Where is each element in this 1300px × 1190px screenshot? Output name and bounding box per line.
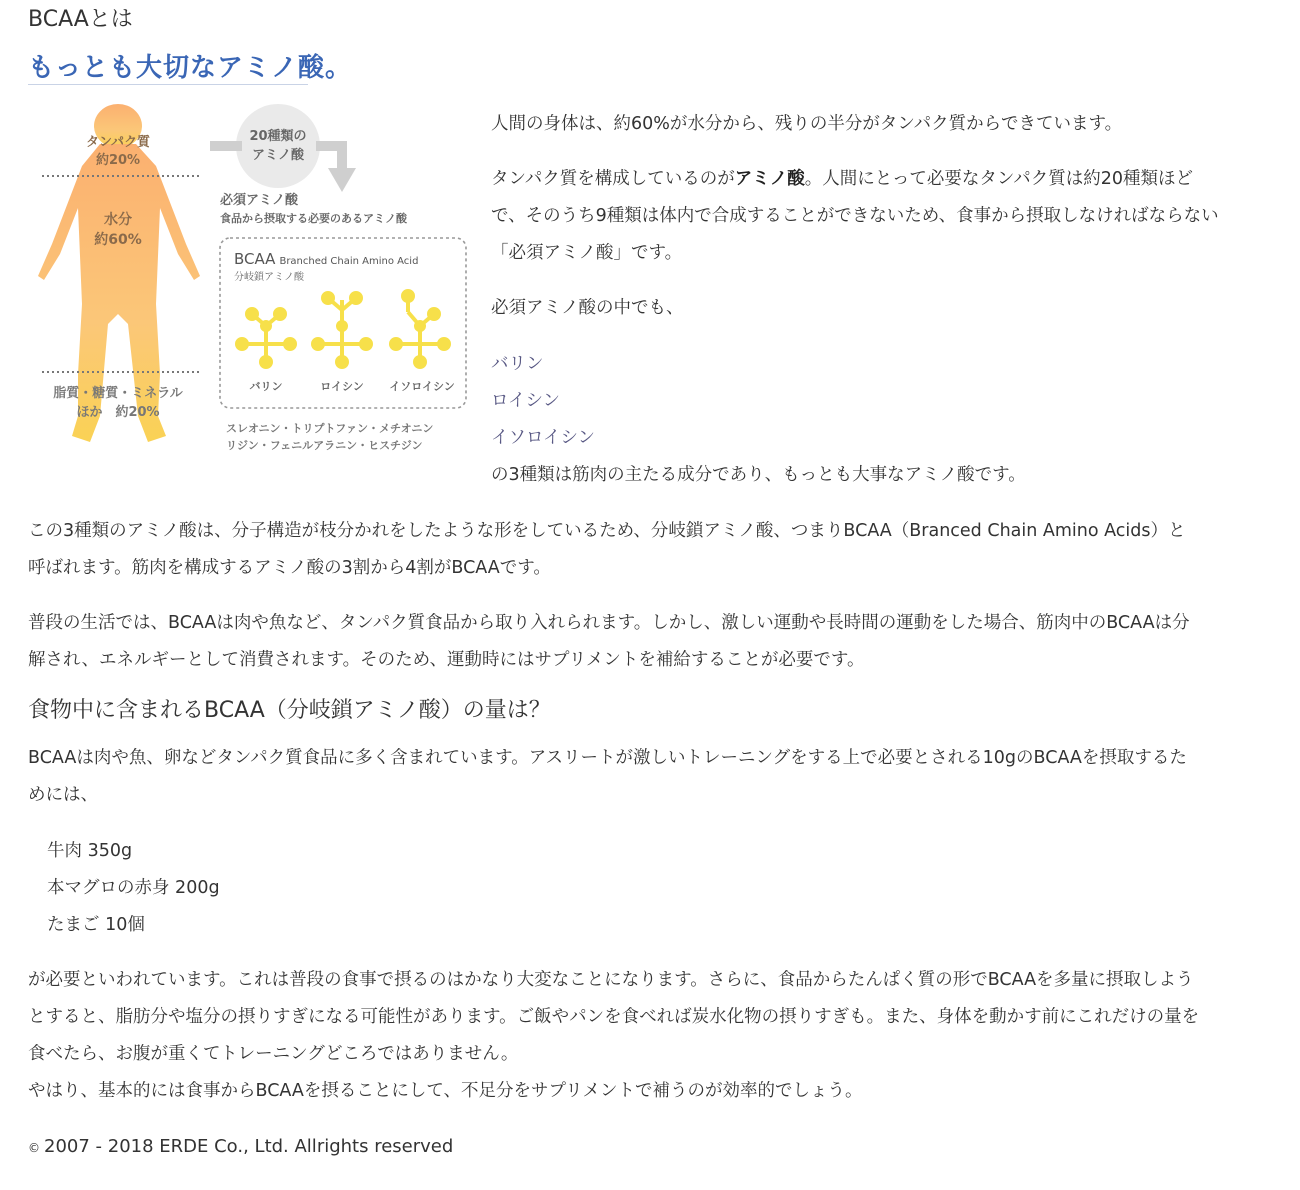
paragraph-7-line-1: BCAAは肉や魚、卵などタンパク質食品に多く含まれています。アスリートが激しいトレーニングをする上で必要とされる10gのBCAAを摂取するた <box>28 748 1187 768</box>
intro-paragraph-4: の3種類は筋肉の主たる成分であり、もっとも大事なアミノ酸です。 <box>491 465 1026 485</box>
intro-paragraph-1: 人間の身体は、約60%が水分から、残りの半分がタンパク質からできています。 <box>491 114 1123 134</box>
label-essential-title: 必須アミノ酸 <box>220 193 299 208</box>
paragraph-6-line-2: 解され、エネルギーとして消費されます。そのため、運動時にはサプリメントを補給することが必要です。 <box>28 650 865 670</box>
arrow-down-shaft <box>316 146 342 168</box>
label-other-2: ほか 約20% <box>76 405 160 420</box>
label-other-1: 脂質・糖質・ミネラル <box>53 386 183 401</box>
label-bcaa-jp: 分岐鎖アミノ酸 <box>234 272 304 283</box>
food-item-beef: 牛肉 350g <box>47 841 133 861</box>
amino-kinds-circle <box>236 104 320 188</box>
label-kinds-1: 20種類の <box>249 129 307 144</box>
label-water-pct: 約60% <box>94 232 142 248</box>
label-essential-sub: 食品から摂取する必要のあるアミノ酸 <box>220 212 407 225</box>
text-segment: 。人間にとって必要なタンパク質は約20種類ほど <box>804 169 1193 189</box>
paragraph-6-line-1: 普段の生活では、BCAAは肉や魚など、タンパク質食品から取り入れられます。しかし、激しい運動や長時間の運動をした場合、筋肉中のBCAAは分 <box>28 613 1190 633</box>
label-other-amino-2: リジン・フェニルアラニン・ヒスチジン <box>226 439 423 452</box>
arrow-down-icon <box>328 168 356 192</box>
label-other-amino-1: スレオニン・トリプトファン・メチオニン <box>226 422 434 435</box>
label-protein-pct: 約20% <box>95 153 141 168</box>
label-protein: タンパク質 <box>85 135 151 150</box>
list-item-leucine: ロイシン <box>491 391 561 411</box>
paragraph-7-line-2: めには、 <box>28 785 98 805</box>
intro-paragraph-2-line-1 <box>491 168 1193 190</box>
intro-paragraph-2-line-3: 「必須アミノ酸」です。 <box>491 243 683 263</box>
page-title: BCAAとは <box>28 7 133 32</box>
food-item-egg: たまご 10個 <box>47 915 145 935</box>
copyright-symbol: © <box>28 1141 40 1155</box>
label-molecule-valine: バリン <box>249 380 283 393</box>
catchphrase-underline <box>28 84 308 85</box>
label-molecule-leucine: ロイシン <box>320 380 364 393</box>
text-segment: タンパク質を構成しているのが <box>491 169 735 189</box>
paragraph-8-line-3: 食べたら、お腹が重くてトレーニングどころではありません。 <box>28 1044 519 1064</box>
label-bcaa: BCAA Branched Chain Amino Acid <box>234 250 419 268</box>
molecule-isoleucine-icon <box>391 291 449 367</box>
amino-acid-illustration <box>28 104 468 456</box>
footer-copyright <box>28 1136 453 1159</box>
list-item-valine: バリン <box>491 354 544 374</box>
paragraph-9: やはり、基本的には食事からBCAAを摂ることにして、不足分をサプリメントで補うのが効率的でしょう。 <box>28 1081 863 1101</box>
molecule-leucine-icon <box>313 293 371 367</box>
paragraph-5-line-1: この3種類のアミノ酸は、分子構造が枝分かれをしたような形をしているため、分岐鎖アミノ酸、つまりBCAA（Branced Chain Amino Acids）と <box>28 521 1186 541</box>
paragraph-5-line-2: 呼ばれます。筋肉を構成するアミノ酸の3割から4割がBCAAです。 <box>28 558 551 578</box>
list-item-isoleucine: イソロイシン <box>491 428 596 448</box>
molecule-valine-icon <box>237 309 295 367</box>
label-molecule-isoleucine: イソロイシン <box>389 380 455 393</box>
label-water: 水分 <box>104 212 132 228</box>
section-heading: 食物中に含まれるBCAA（分岐鎖アミノ酸）の量は？ <box>28 698 551 723</box>
bold-amino-acid: アミノ酸 <box>734 169 805 189</box>
copyright-text: 2007 - 2018 ERDE Co., Ltd. Allrights reserved <box>44 1136 454 1157</box>
catchphrase-heading: もっとも大切なアミノ酸。 <box>28 53 353 83</box>
intro-paragraph-2-line-2: で、そのうち9種類は体内で合成することができないため、食事から摂取しなければならない <box>491 206 1219 226</box>
label-kinds-2: アミノ酸 <box>251 148 305 163</box>
paragraph-8-line-1: が必要といわれています。これは普段の食事で摂るのはかなり大変なことになります。さらに、食品からたんぱく質の形でBCAAを多量に摂取しよう <box>28 970 1194 990</box>
food-item-tuna: 本マグロの赤身 200g <box>47 878 220 898</box>
intro-paragraph-3: 必須アミノ酸の中でも、 <box>491 298 684 318</box>
paragraph-8-line-2: とすると、脂肪分や塩分の摂りすぎになる可能性があります。ご飯やパンを食べれば炭水化物の摂りすぎも。また、身体を動かす前にこれだけの量を <box>28 1007 1200 1027</box>
